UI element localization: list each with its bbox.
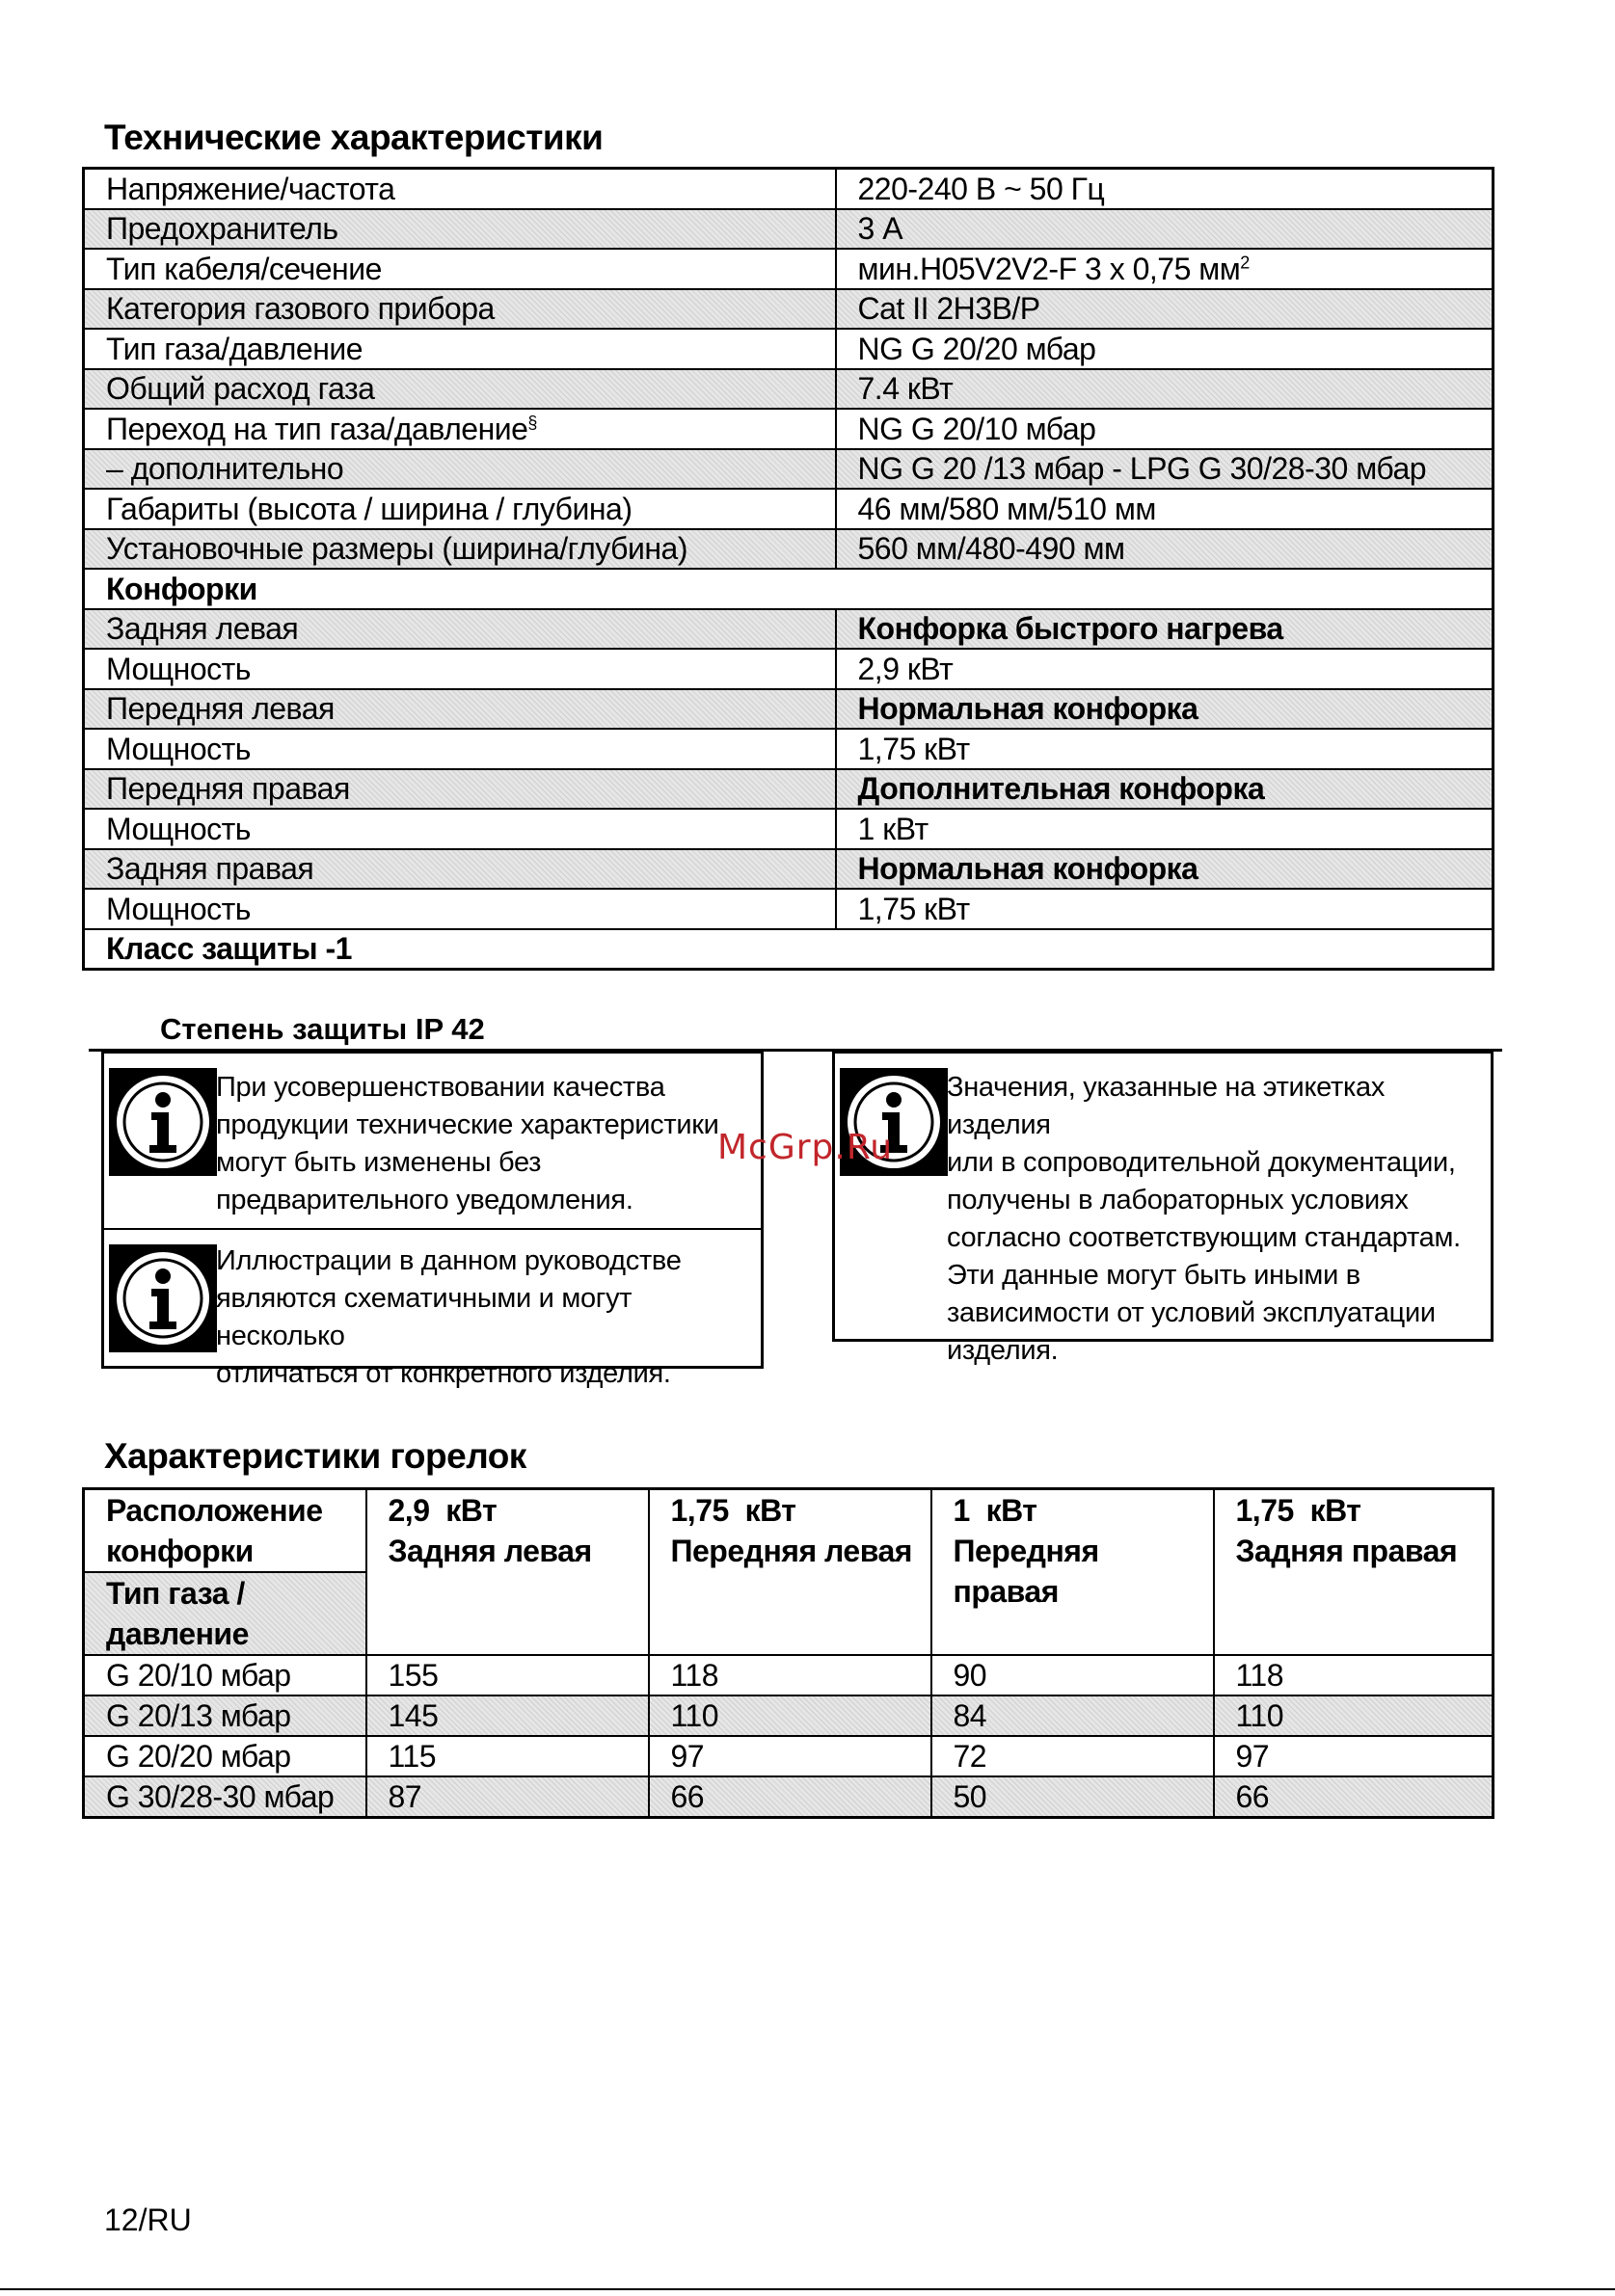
spec-value: NG G 20 /13 мбар - LPG G 30/28-30 мбар bbox=[836, 449, 1494, 490]
burner-table bbox=[82, 1487, 1494, 1819]
table-row bbox=[84, 529, 1494, 570]
spec-label: Передняя левая bbox=[84, 689, 836, 730]
table-row bbox=[84, 209, 1494, 250]
cell-value: 87 bbox=[366, 1776, 649, 1818]
table-row bbox=[84, 1489, 1494, 1573]
spec-value: 1,75 кВт bbox=[836, 889, 1494, 929]
spec-label: Общий расход газа bbox=[84, 369, 836, 410]
cell-value: 90 bbox=[931, 1655, 1214, 1695]
spec-value: 2,9 кВт bbox=[836, 649, 1494, 689]
cell-value: 66 bbox=[649, 1776, 931, 1818]
column-power: 1 кВт bbox=[953, 1493, 1037, 1528]
watermark: McGrp.Ru bbox=[717, 1128, 894, 1167]
table-row bbox=[84, 489, 1494, 529]
table-row bbox=[84, 1776, 1494, 1818]
spec-value: Нормальная конфорка bbox=[836, 689, 1494, 730]
cell-value: 145 bbox=[366, 1695, 649, 1736]
ip-degree: Степень защиты IP 42 bbox=[160, 1012, 485, 1046]
column-name: Передняя левая bbox=[670, 1534, 912, 1568]
column-header bbox=[649, 1489, 931, 1656]
divider bbox=[0, 2288, 1615, 2290]
table-row bbox=[84, 569, 1494, 609]
note-text: При усовершенствовании качества продукции технические характеристики могут быть изменены без предварительного уведомления. bbox=[216, 1072, 719, 1215]
spec-value: 46 мм/580 мм/510 мм bbox=[836, 489, 1494, 529]
spec-label: Мощность bbox=[84, 889, 836, 929]
spec-label bbox=[84, 409, 836, 449]
cell-value: 97 bbox=[649, 1736, 931, 1776]
spec-label-text: Переход на тип газа/давление bbox=[106, 411, 528, 446]
table-row bbox=[84, 609, 1494, 650]
table-row bbox=[84, 449, 1494, 490]
cell-value: 118 bbox=[649, 1655, 931, 1695]
spec-value: Конфорка быстрого нагрева bbox=[836, 609, 1494, 650]
column-power: 1,75 кВт bbox=[670, 1493, 796, 1528]
table-row bbox=[84, 809, 1494, 849]
spec-value: Нормальная конфорка bbox=[836, 849, 1494, 890]
page-number: 12/RU bbox=[104, 2203, 192, 2237]
spec-value: 220-240 В ~ 50 Гц bbox=[836, 169, 1494, 209]
table-row bbox=[84, 649, 1494, 689]
spec-label: Задняя правая bbox=[84, 849, 836, 890]
superscript: 2 bbox=[1240, 253, 1250, 273]
spec-label: Передняя правая bbox=[84, 769, 836, 810]
table-row bbox=[84, 1655, 1494, 1695]
spec-value: 560 мм/480-490 мм bbox=[836, 529, 1494, 570]
protection-class: Класс защиты -1 bbox=[84, 929, 1494, 970]
superscript: § bbox=[527, 413, 537, 433]
spec-label: Мощность bbox=[84, 809, 836, 849]
table-row bbox=[84, 1695, 1494, 1736]
spec-value: 3 А bbox=[836, 209, 1494, 250]
spec-label: – дополнительно bbox=[84, 449, 836, 490]
table-row bbox=[84, 929, 1494, 970]
corner-header-bottom: Тип газа / давление bbox=[84, 1572, 366, 1655]
cell-value: 118 bbox=[1214, 1655, 1494, 1695]
gas-type: G 20/20 мбар bbox=[84, 1736, 366, 1776]
spec-value: NG G 20/10 мбар bbox=[836, 409, 1494, 449]
note-text: Иллюстрации в данном руководстве являются схематичными и могут несколько отличаться от конкретного изделия. bbox=[216, 1245, 682, 1389]
column-name: Передняя правая bbox=[953, 1534, 1099, 1609]
spec-label: Задняя левая bbox=[84, 609, 836, 650]
cell-value: 110 bbox=[1214, 1695, 1494, 1736]
info-icon bbox=[109, 1068, 217, 1176]
divider bbox=[104, 1228, 761, 1230]
spec-label: Установочные размеры (ширина/глубина) bbox=[84, 529, 836, 570]
table-row bbox=[84, 169, 1494, 209]
gas-type: G 20/10 мбар bbox=[84, 1655, 366, 1695]
table-row bbox=[84, 849, 1494, 890]
cell-value: 155 bbox=[366, 1655, 649, 1695]
spec-label: Габариты (высота / ширина / глубина) bbox=[84, 489, 836, 529]
spec-value bbox=[836, 249, 1494, 289]
table-row bbox=[84, 249, 1494, 289]
page-title: Технические характеристики bbox=[104, 118, 604, 157]
table-row bbox=[84, 769, 1494, 810]
spec-value: 1 кВт bbox=[836, 809, 1494, 849]
table-row bbox=[84, 889, 1494, 929]
gas-type: G 30/28-30 мбар bbox=[84, 1776, 366, 1818]
spec-label: Тип кабеля/сечение bbox=[84, 249, 836, 289]
spec-value: NG G 20/20 мбар bbox=[836, 329, 1494, 369]
cell-value: 84 bbox=[931, 1695, 1214, 1736]
cell-value: 66 bbox=[1214, 1776, 1494, 1818]
table-row bbox=[84, 289, 1494, 330]
table-row bbox=[84, 729, 1494, 769]
spec-label: Мощность bbox=[84, 729, 836, 769]
cell-value: 97 bbox=[1214, 1736, 1494, 1776]
spec-label: Предохранитель bbox=[84, 209, 836, 250]
spec-label: Категория газового прибора bbox=[84, 289, 836, 330]
table-row bbox=[84, 1736, 1494, 1776]
spec-label: Тип газа/давление bbox=[84, 329, 836, 369]
column-power: 2,9 кВт bbox=[388, 1493, 498, 1528]
spec-value-text: мин.H05V2V2-F 3 х 0,75 мм bbox=[857, 251, 1241, 286]
notes-box-left bbox=[101, 1051, 764, 1389]
cell-value: 72 bbox=[931, 1736, 1214, 1776]
note-text: Значения, указанные на этикетках изделия или в сопроводительной документации, получены в лабораторных условиях согласно соответствующим стандартам. Эти данные могут быть иными в зависимости от условий эксплуатации изделия. bbox=[947, 1072, 1461, 1366]
spec-value: Cat II 2H3B/P bbox=[836, 289, 1494, 330]
burners-header: Конфорки bbox=[84, 569, 1494, 609]
section-title: Характеристики горелок bbox=[104, 1436, 526, 1476]
gas-type: G 20/13 мбар bbox=[84, 1695, 366, 1736]
cell-value: 50 bbox=[931, 1776, 1214, 1818]
column-power: 1,75 кВт bbox=[1235, 1493, 1361, 1528]
table-row bbox=[84, 689, 1494, 730]
cell-value: 115 bbox=[366, 1736, 649, 1776]
spec-value: Дополнительная конфорка bbox=[836, 769, 1494, 810]
table-row bbox=[84, 409, 1494, 449]
spec-table bbox=[82, 167, 1494, 971]
spec-value: 1,75 кВт bbox=[836, 729, 1494, 769]
column-name: Задняя правая bbox=[1235, 1534, 1458, 1568]
column-header bbox=[1214, 1489, 1494, 1656]
column-header bbox=[366, 1489, 649, 1656]
spec-label: Напряжение/частота bbox=[84, 169, 836, 209]
corner-header-top: Расположение конфорки bbox=[84, 1489, 366, 1573]
table-row bbox=[84, 369, 1494, 410]
table-row bbox=[84, 329, 1494, 369]
column-header bbox=[931, 1489, 1214, 1656]
spec-label: Мощность bbox=[84, 649, 836, 689]
column-name: Задняя левая bbox=[388, 1534, 592, 1568]
spec-value: 7.4 кВт bbox=[836, 369, 1494, 410]
cell-value: 110 bbox=[649, 1695, 931, 1736]
notes-box-right bbox=[832, 1051, 1494, 1366]
info-icon bbox=[109, 1244, 217, 1352]
